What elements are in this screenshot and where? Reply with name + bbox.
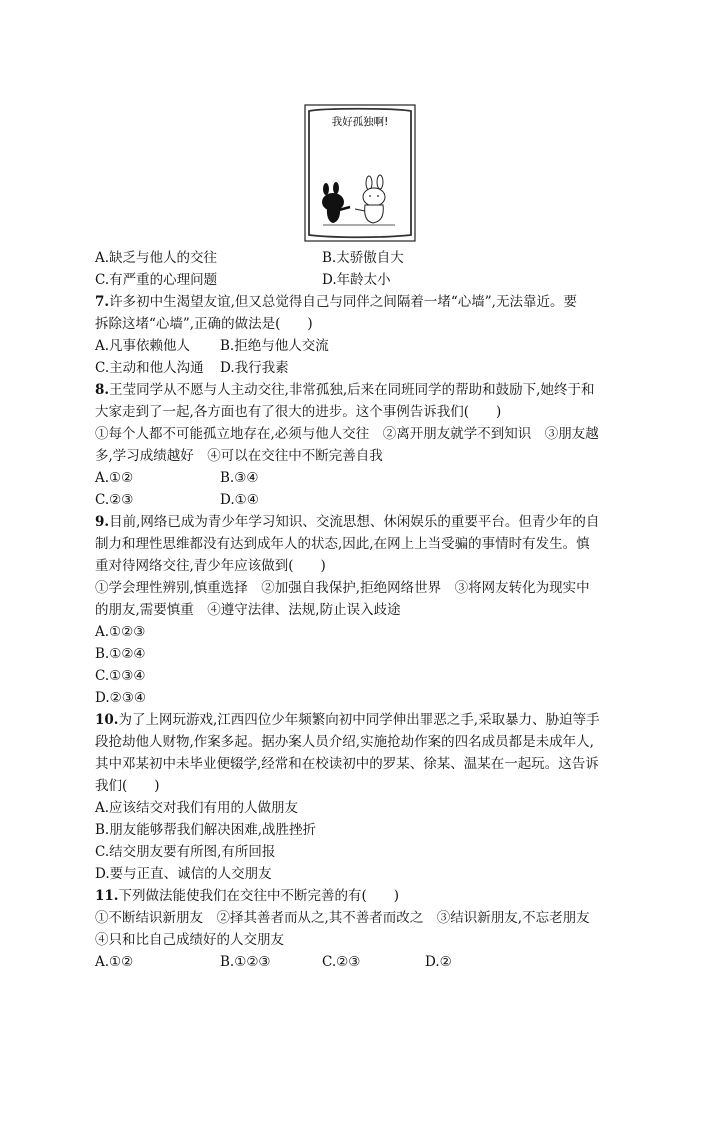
q11-option-d: D.② [425,954,452,970]
q8-items-line1: ①每个人都不可能孤立地存在,必须与他人交往 ②离开朋友就学不到知识 ③朋友越 [95,426,599,442]
q10-option-c: C.结交朋友要有所图,有所回报 [95,844,276,860]
q11-option-a: A.①② [95,954,134,970]
q7-option-a: A.凡事依赖他人 [95,338,191,354]
q8-stem-line2: 大家走到了一起,各方面也有了很大的进步。这个事例告诉我们( ) [95,404,502,420]
q8-number: 8. [95,382,110,398]
q9-number: 9. [95,514,110,530]
q10-option-a: A.应该结交对我们有用的人做朋友 [95,800,299,816]
q9-option-b: B.①②④ [95,646,146,662]
q10-stem-line2: 段抢劫他人财物,作案多起。据办案人员介绍,实施抢劫作案的四名成员都是未成年人, [95,734,594,750]
q7-number: 7. [95,294,110,310]
q7-stem-line1 [95,293,577,311]
q10-stem-text-1: 为了上网玩游戏,江西四位少年频繁向初中同学伸出罪恶之手,采取暴力、胁迫等手 [118,712,600,728]
q9-stem-line1 [95,513,599,531]
q9-option-d: D.②③④ [95,690,146,706]
q11-items-line1: ①不断结识新朋友 ②择其善者而从之,其不善者而改之 ③结识新朋友,不忘老朋友 [95,910,590,926]
q8-items-line2: 多,学习成绩越好 ④可以在交往中不断完善自我 [95,448,383,464]
q8-option-c: C.②③ [95,492,134,508]
q11-option-c: C.②③ [322,954,361,970]
q9-stem-line2: 制力和理性思维都没有达到成年人的状态,因此,在网上上当受骗的事情时有发生。慎 [95,536,590,552]
q11-stem-line1 [95,887,399,905]
q10-option-d: D.要与正直、诚信的人交朋友 [95,866,272,882]
q10-stem-line1 [95,711,600,729]
q9-stem-line3: 重对待网络交往,青少年应该做到( ) [95,558,326,574]
q7-option-d: D.我行我素 [220,360,289,376]
q10-stem-line4: 我们( ) [95,778,160,794]
q9-stem-text-1: 目前,网络已成为青少年学习知识、交流思想、休闲娱乐的重要平台。但青少年的自 [109,514,600,530]
q8-option-d: D.①④ [220,492,259,508]
q9-items-line2: 的朋友,需要慎重 ④遵守法律、法规,防止误入歧途 [95,602,401,618]
q7-stem-text-1: 许多初中生渴望友谊,但又总觉得自己与同伴之间隔着一堵“心墙”,无法靠近。要 [109,294,577,310]
q10-option-b: B.朋友能够帮我们解决困难,战胜挫折 [95,822,317,838]
q9-option-c: C.①③④ [95,668,146,684]
q11-number: 11. [95,888,119,904]
q6-option-d: D.年龄太小 [322,272,391,288]
q8-stem-line1 [95,381,594,399]
q11-items-line2: ④只和比自己成绩好的人交朋友 [95,932,284,948]
q10-stem-line3: 其中邓某初中未毕业便辍学,经常和在校读初中的罗某、徐某、温某在一起玩。这告诉 [95,756,599,772]
q11-stem-text-1: 下列做法能使我们在交往中不断完善的有( ) [118,888,400,904]
q8-option-a: A.①② [95,470,134,486]
q7-stem-line2: 拆除这堵“心墙”,正确的做法是( ) [95,316,313,332]
q8-stem-text-1: 王莹同学从不愿与人主动交往,非常孤独,后来在同班同学的帮助和鼓励下,她终于和 [109,382,595,398]
q6-option-a: A.缺乏与他人的交往 [95,250,218,266]
q11-option-b: B.①②③ [220,954,271,970]
q9-option-a: A.①②③ [95,624,146,640]
q7-option-b: B.拒绝与他人交流 [220,338,329,354]
q9-items-line1: ①学会理性辨别,慎重选择 ②加强自我保护,拒绝网络世界 ③将网友转化为现实中 [95,580,590,596]
cartoon-illustration [303,103,417,243]
speech-text: 我好孤独啊! [331,116,389,128]
q6-option-b: B.太骄傲自大 [322,250,404,266]
q8-option-b: B.③④ [220,470,259,486]
q6-option-c: C.有严重的心理问题 [95,272,218,288]
q10-number: 10. [95,712,119,728]
q7-option-c: C.主动和他人沟通 [95,360,204,376]
